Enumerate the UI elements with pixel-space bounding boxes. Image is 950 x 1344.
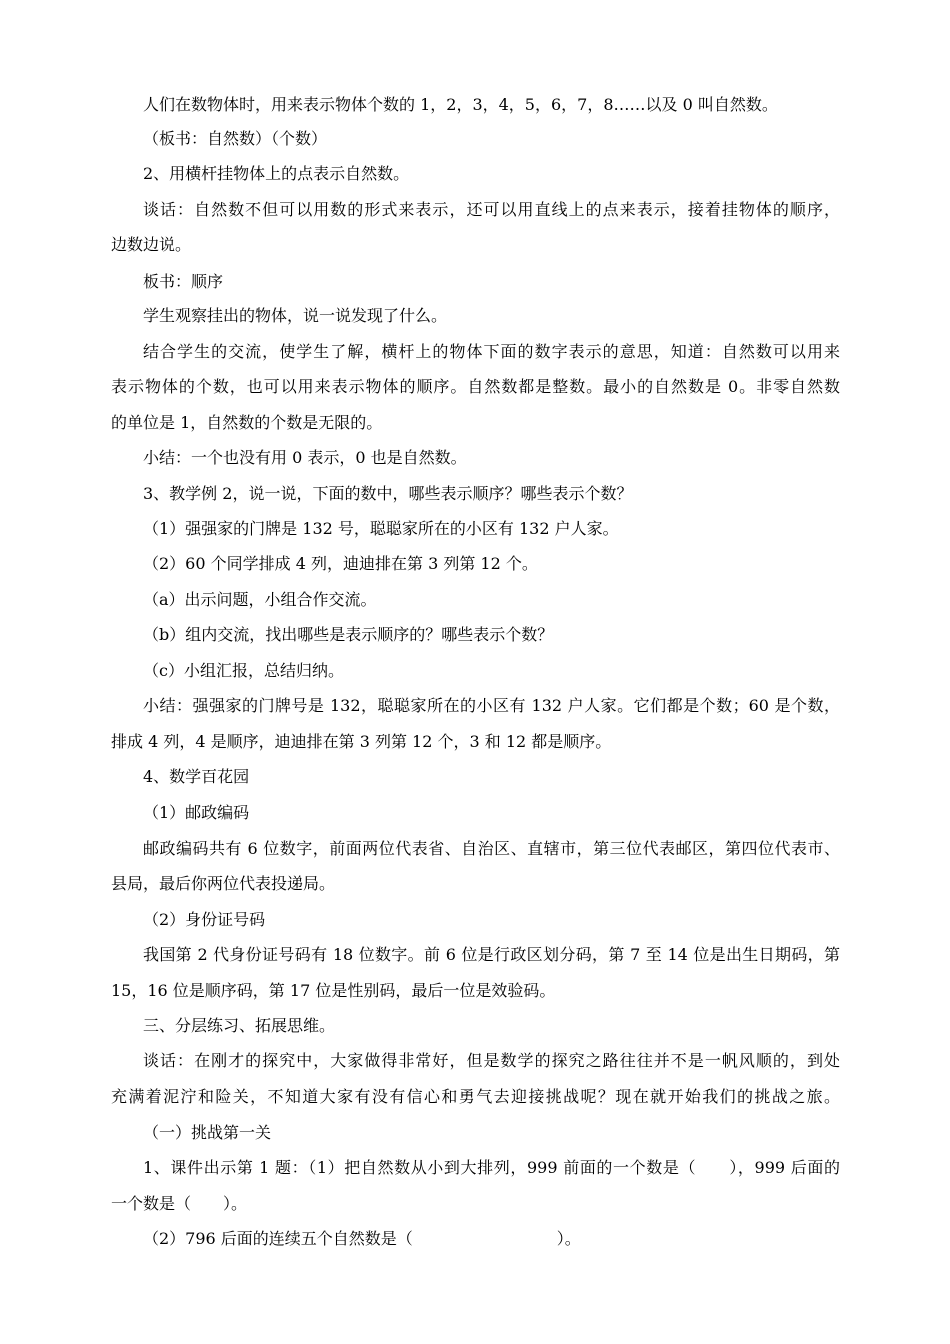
text-line-15: （a）出示问题，小组合作交流。 [143, 590, 377, 609]
text-line-7: 学生观察挂出的物体，说一说发现了什么。 [143, 306, 448, 325]
text-line-32: 一个数是（ ）。 [111, 1194, 248, 1213]
text-line-23: 县局，最后你两位代表投递局。 [111, 874, 336, 893]
text-line-26: 15，16 位是顺序码，第 17 位是性别码，最后一位是效验码。 [111, 981, 556, 1000]
text-line-5: 边数边说。 [111, 235, 192, 254]
text-line-28: 谈话：在刚才的探究中，大家做得非常好，但是数学的探究之路往往并不是一帆风顺的，到处 [143, 1051, 840, 1070]
text-line-22: 邮政编码共有 6 位数字，前面两位代表省、自治区、直辖市，第三位代表邮区，第四位代表市、 [143, 839, 840, 858]
text-line-13: （1）强强家的门牌是 132 号，聪聪家所在的小区有 132 户人家。 [143, 519, 619, 538]
text-line-33: （2）796 后面的连续五个自然数是（ ）。 [143, 1229, 581, 1248]
text-line-12: 3、教学例 2，说一说，下面的数中，哪些表示顺序？哪些表示个数？ [143, 484, 633, 503]
text-line-30: （一）挑战第一关 [143, 1123, 272, 1142]
text-line-10: 的单位是 1，自然数的个数是无限的。 [111, 413, 383, 432]
text-line-6: 板书：顺序 [143, 272, 224, 291]
text-line-17: （c）小组汇报，总结归纳。 [143, 661, 344, 680]
text-line-18: 小结：强强家的门牌号是 132，聪聪家所在的小区有 132 户人家。它们都是个数；60 是个数， [143, 696, 840, 715]
text-line-25: 我国第 2 代身份证号码有 18 位数字。前 6 位是行政区划分码，第 7 至 14 位是出生日期码，第 [143, 945, 840, 964]
text-line-24: （2）身份证号码 [143, 910, 266, 929]
text-line-11: 小结：一个也没有用 0 表示，0 也是自然数。 [143, 448, 467, 467]
text-line-2: （板书：自然数）（个数） [143, 129, 328, 148]
text-line-8: 结合学生的交流，使学生了解，横杆上的物体下面的数字表示的意思，知道：自然数可以用来 [143, 342, 840, 361]
text-line-20: 4、数学百花园 [143, 767, 250, 786]
text-line-1: 人们在数物体时，用来表示物体个数的 1，2，3，4，5，6，7，8……以及 0 叫自然数。 [143, 95, 778, 114]
text-line-4: 谈话：自然数不但可以用数的形式来表示，还可以用直线上的点来表示，接着挂物体的顺序， [143, 200, 840, 219]
text-line-29: 充满着泥泞和险关，不知道大家有没有信心和勇气去迎接挑战呢？现在就开始我们的挑战之旅。 [111, 1087, 840, 1106]
text-line-19: 排成 4 列，4 是顺序，迪迪排在第 3 列第 12 个，3 和 12 都是顺序。 [111, 732, 612, 751]
text-line-27: 三、分层练习、拓展思维。 [143, 1016, 336, 1035]
text-line-3: 2、用横杆挂物体上的点表示自然数。 [143, 164, 410, 183]
text-line-16: （b）组内交流，找出哪些是表示顺序的？哪些表示个数？ [143, 625, 554, 644]
text-line-21: （1）邮政编码 [143, 803, 250, 822]
text-line-14: （2）60 个同学排成 4 列，迪迪排在第 3 列第 12 个。 [143, 554, 538, 573]
text-line-31: 1、课件出示第 1 题：（1）把自然数从小到大排列，999 前面的一个数是（ ），999 后面的 [143, 1158, 840, 1177]
text-line-9: 表示物体的个数，也可以用来表示物体的顺序。自然数都是整数。最小的自然数是 0。非零自然数 [111, 377, 840, 396]
